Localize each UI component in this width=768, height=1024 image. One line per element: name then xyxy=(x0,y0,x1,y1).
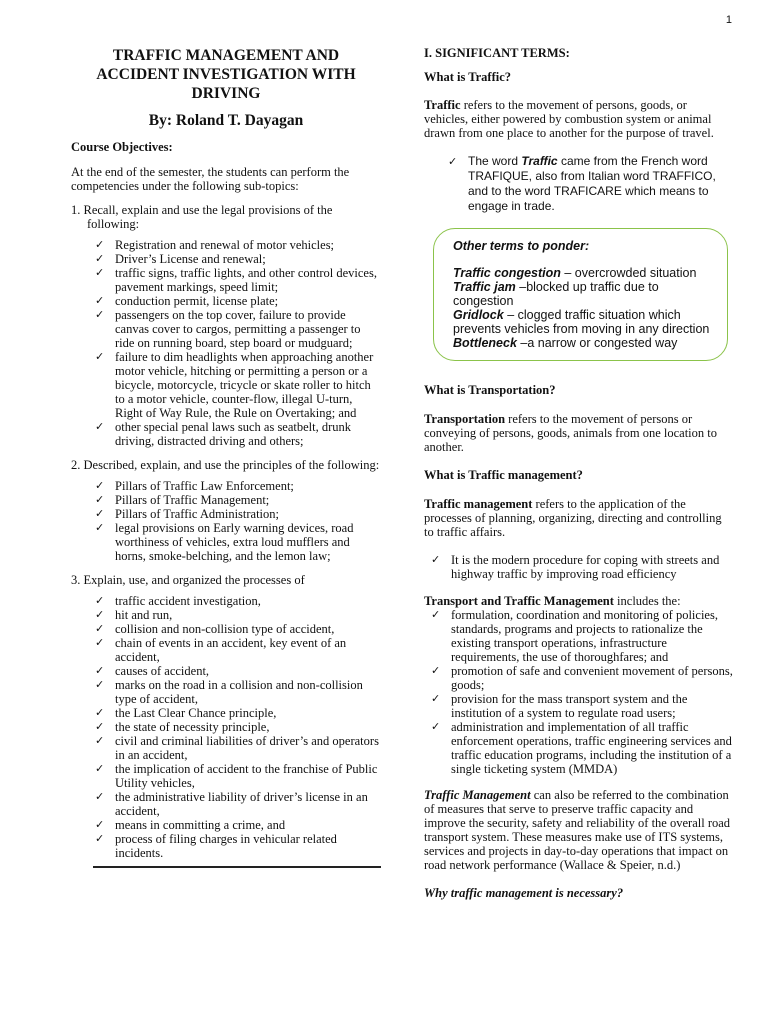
box-term-row xyxy=(453,308,717,336)
list-item: ✓ administration and implementation of all traffic enforcement operations, traffic engineering services and traffic education programs, including the institution of a single ticketing system (MMDA) xyxy=(451,720,734,776)
list-item: ✓ the implication of accident to the franchise of Public Utility vehicles, xyxy=(115,762,381,790)
box-term: Traffic congestion xyxy=(453,266,561,280)
list-item: ✓ legal provisions on Early warning devices, road worthiness of vehicles, extra loud mufflers and horns, smoke-belching, and the lemon law; xyxy=(115,521,381,563)
traffic-definition xyxy=(424,98,734,140)
box-term: Traffic jam xyxy=(453,280,516,294)
list-item: ✓ other special penal laws such as seatbelt, drunk driving, distracted driving and others; xyxy=(115,420,381,448)
list-item: ✓ the administrative liability of driver’s license in an accident, xyxy=(115,790,381,818)
intro-paragraph: At the end of the semester, the students can perform the competencies under the following sub-topics: xyxy=(71,165,350,193)
traffic-origin-list xyxy=(424,154,734,214)
list-item: ✓ collision and non-collision type of accident, xyxy=(115,622,381,636)
box-term: Gridlock xyxy=(453,308,504,322)
origin-post: came from the French word TRAFIQUE, also from Italian word TRAFFICO, and to the word TRAFICARE which means to engage in trade. xyxy=(468,154,716,213)
list-item: ✓ Pillars of Traffic Law Enforcement; xyxy=(115,479,381,493)
list-item: ✓ Pillars of Traffic Management; xyxy=(115,493,381,507)
traffic-term: Traffic xyxy=(424,98,461,112)
list-item: ✓ It is the modern procedure for coping with streets and highway traffic by improving road efficiency xyxy=(451,553,734,581)
list-item: ✓ chain of events in an accident, key event of an accident, xyxy=(115,636,381,664)
box-term-row xyxy=(453,336,717,350)
list-item: ✓ Pillars of Traffic Administration; xyxy=(115,507,381,521)
ttm-term: Transport and Traffic Management xyxy=(424,594,614,608)
list-item: ✓ civil and criminal liabilities of driver’s and operators in an accident, xyxy=(115,734,381,762)
box-def: –blocked up traffic due to congestion xyxy=(453,280,659,308)
course-objectives-label: Course Objectives: xyxy=(71,140,173,154)
title-line-1: TRAFFIC MANAGEMENT AND xyxy=(112,47,340,64)
list-item: ✓ process of filing charges in vehicular related incidents. xyxy=(115,832,381,860)
origin-term: Traffic xyxy=(521,154,558,168)
left-column xyxy=(71,42,381,868)
other-terms-box xyxy=(433,228,728,361)
list-item: ✓ traffic accident investigation, xyxy=(115,594,381,608)
traffic-def-text: refers to the movement of persons, goods, or vehicles, either powered by combustion system or animal drawn from one place to another for the purpose of travel. xyxy=(424,98,714,140)
ttm-list xyxy=(424,608,734,776)
section-1-list xyxy=(71,238,381,448)
question-what-is-traffic: What is Traffic? xyxy=(424,70,512,84)
significant-terms-heading: I. SIGNIFICANT TERMS: xyxy=(424,46,570,60)
transportation-definition xyxy=(424,412,734,454)
list-item: ✓ promotion of safe and convenient movement of persons, goods; xyxy=(451,664,734,692)
list-item: ✓ the state of necessity principle, xyxy=(115,720,381,734)
tm2-def: can also be referred to the combination of measures that serve to preserve traffic capacity and improve the security, safety and reliability of the overall road transport system. These measures make use of ITS systems, services and projects in day-to-day operations that impact on road network performance (Wallace & Speier, n.d.) xyxy=(424,788,731,872)
section-3-list xyxy=(71,594,381,860)
box-def: – overcrowded situation xyxy=(560,266,697,280)
traffic-management-paragraph-2 xyxy=(424,788,734,872)
box-def: – clogged traffic situation which prevents vehicles from moving in any direction xyxy=(453,308,710,336)
question-what-is-traffic-management: What is Traffic management? xyxy=(424,468,583,482)
box-term-row xyxy=(453,266,717,280)
author-byline: By: Roland T. Dayagan xyxy=(148,112,304,129)
right-column xyxy=(424,42,734,901)
question-why-traffic-management: Why traffic management is necessary? xyxy=(424,886,624,900)
list-item: ✓ formulation, coordination and monitoring of policies, standards, programs and projects to rationalize the existing transport operations, infrastructure requirements, the use of thoroughfares; and xyxy=(451,608,734,664)
list-item: ✓ Registration and renewal of motor vehicles; xyxy=(115,238,381,252)
title-line-3: DRIVING xyxy=(191,85,261,102)
title-line-2: ACCIDENT INVESTIGATION WITH xyxy=(96,66,356,83)
page-number: 1 xyxy=(725,14,732,26)
list-item: ✓ failure to dim headlights when approaching another motor vehicle, hitching or permitting a person or a bicycle, motorcycle, tricycle or skate roller to hitch to a motor vehicle, counter-flow, illegal U-turn, Right of Way Rule, the Rule on Overtaking; and xyxy=(115,350,381,420)
transportation-def-text: refers to the movement of persons or conveying of persons, goods, animals from one location to another. xyxy=(424,412,717,454)
list-item: ✓ marks on the road in a collision and non-collision type of accident, xyxy=(115,678,381,706)
traffic-management-definition xyxy=(424,497,734,539)
list-item: ✓ the Last Clear Chance principle, xyxy=(115,706,381,720)
section-1-heading: 1. Recall, explain and use the legal provisions of the following: xyxy=(71,203,333,231)
section-2-heading: 2. Described, explain, and use the principles of the following: xyxy=(71,458,380,472)
origin-pre: The word xyxy=(468,154,522,168)
document-title xyxy=(71,46,381,103)
footer-rule xyxy=(93,866,381,868)
other-terms-title: Other terms to ponder: xyxy=(453,239,590,253)
tm2-term: Traffic Management xyxy=(424,788,531,802)
box-term: Bottleneck xyxy=(453,336,517,350)
box-def: –a narrow or congested way xyxy=(516,336,678,350)
list-item: ✓ provision for the mass transport system and the institution of a system to regulate road users; xyxy=(451,692,734,720)
list-item: ✓ conduction permit, license plate; xyxy=(115,294,381,308)
traffic-origin-item xyxy=(468,154,734,214)
list-item: ✓ hit and run, xyxy=(115,608,381,622)
list-item: ✓ causes of accident, xyxy=(115,664,381,678)
transportation-term: Transportation xyxy=(424,412,506,426)
list-item: ✓ traffic signs, traffic lights, and other control devices, pavement markings, speed limit; xyxy=(115,266,381,294)
ttm-def: includes the: xyxy=(613,594,681,608)
list-item: ✓ Driver’s License and renewal; xyxy=(115,252,381,266)
section-2-list xyxy=(71,479,381,563)
traffic-management-check-list xyxy=(424,553,734,581)
ttm-intro xyxy=(424,594,734,608)
box-term-row xyxy=(453,280,717,308)
traffic-management-def-text: refers to the application of the processes of planning, organizing, directing and controlling to traffic affairs. xyxy=(424,497,722,539)
section-3-heading: 3. Explain, use, and organized the processes of xyxy=(71,573,305,587)
list-item: ✓ means in committing a crime, and xyxy=(115,818,381,832)
traffic-management-term: Traffic management xyxy=(424,497,533,511)
list-item: ✓ passengers on the top cover, failure to provide canvas cover to cargos, permitting a passenger to ride on running board, step board or mudguard; xyxy=(115,308,381,350)
question-what-is-transportation: What is Transportation? xyxy=(424,383,556,397)
